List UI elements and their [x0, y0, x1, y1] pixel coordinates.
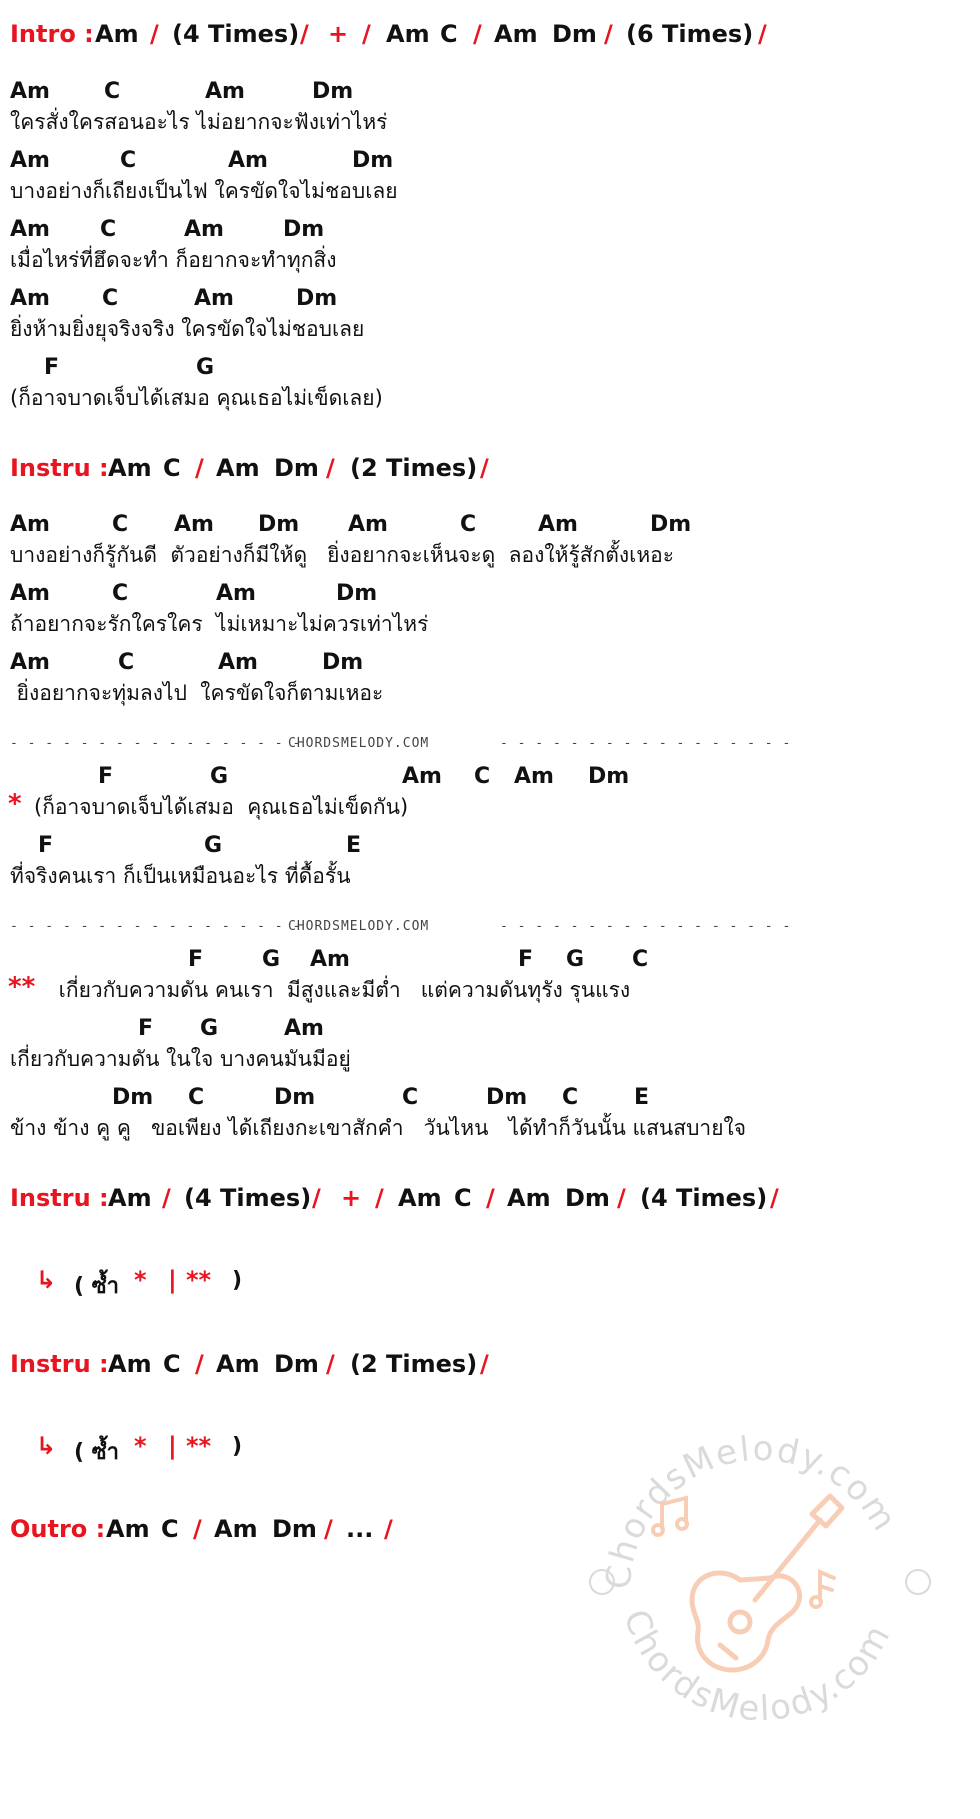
chord: C	[100, 217, 117, 242]
instru-chord: Am	[216, 454, 260, 482]
chord-line	[0, 286, 980, 316]
instru-chord: Am	[108, 454, 152, 482]
chord: F	[188, 947, 204, 972]
slash: /	[384, 1515, 393, 1543]
intro-times: (6 Times)	[626, 20, 754, 48]
repeat-marker: **	[186, 1432, 212, 1460]
chord: C	[402, 1085, 419, 1110]
chord-line	[0, 512, 980, 542]
chord: Am	[10, 581, 50, 606]
chorus-marker: **	[8, 972, 36, 1002]
slash: /	[312, 1184, 321, 1212]
intro-chord: Dm	[552, 20, 597, 48]
chord: Dm	[312, 79, 354, 104]
chord: C	[104, 79, 121, 104]
chord: G	[210, 764, 229, 789]
instru-chord: Dm	[565, 1184, 610, 1212]
chord: G	[204, 833, 223, 858]
separator-dashes: - - - - - - - - - - - - - - - - -	[10, 919, 302, 934]
chord: Am	[402, 764, 442, 789]
chord: C	[460, 512, 477, 537]
repeat-line	[0, 1266, 980, 1302]
chord: Dm	[274, 1085, 316, 1110]
plus-marker: +	[328, 20, 349, 48]
slash: /	[758, 20, 767, 48]
chord: Am	[348, 512, 388, 537]
chord-line	[0, 217, 980, 247]
lyric-line: บางอย่างก็รู้กันดี ตัวอย่างก็มีให้ดู ยิ่งอยากจะเห็นจะดู ลองให้รู้สักตั้งเหอะ	[10, 543, 675, 567]
intro-label: Intro :	[10, 20, 94, 48]
repeat-close: )	[232, 1268, 243, 1293]
slash: /	[617, 1184, 626, 1212]
intro-chord: Am	[95, 20, 139, 48]
repeat-marker: *	[134, 1432, 147, 1460]
music-note-icon	[811, 1572, 834, 1607]
slash: /	[193, 1515, 202, 1543]
chord: Am	[10, 79, 50, 104]
slash: /	[362, 20, 371, 48]
slash: /	[473, 20, 482, 48]
plus-marker: +	[341, 1184, 362, 1212]
slash: /	[326, 454, 335, 482]
chord: C	[118, 650, 135, 675]
chord: G	[262, 947, 281, 972]
chord: Dm	[112, 1085, 154, 1110]
instru-chord: Am	[108, 1350, 152, 1378]
outro-label: Outro :	[10, 1515, 106, 1543]
chord: Am	[10, 650, 50, 675]
chord: G	[200, 1016, 219, 1041]
lyric-line: ยิ่งห้ามยิ่งยุจริงจริง ใครขัดใจไม่ชอบเลย	[10, 317, 365, 341]
separator-dashes: - - - - - - - - - - - - - - - - -	[10, 736, 302, 751]
chord: F	[38, 833, 54, 858]
chord-line	[0, 1085, 980, 1115]
chord-line	[0, 1016, 980, 1046]
chord: Dm	[352, 148, 394, 173]
chord-line	[0, 650, 980, 680]
chord-line	[0, 764, 980, 794]
intro-times: (4 Times)	[172, 20, 300, 48]
instru-chord: Am	[507, 1184, 551, 1212]
slash: /	[486, 1184, 495, 1212]
chord: Am	[174, 512, 214, 537]
instru-times: (4 Times)	[184, 1184, 312, 1212]
intro-chord: Am	[494, 20, 538, 48]
lyric-line: เมื่อไหร่ที่ฮึดจะทำ ก็อยากจะทำทุกสิ่ง	[10, 248, 337, 272]
return-arrow-icon: ↳	[36, 1266, 57, 1294]
chord: C	[102, 286, 119, 311]
lyric-line: ที่จริงคนเรา ก็เป็นเหมือนอะไร ที่ดื้อรั้น	[10, 864, 351, 888]
chord: Dm	[486, 1085, 528, 1110]
lyric-line	[0, 974, 980, 1006]
chord: Am	[10, 512, 50, 537]
chord: Am	[205, 79, 245, 104]
chord: Dm	[258, 512, 300, 537]
separator-dashes: - - - - - - - - - - - - - - - - -	[500, 736, 792, 751]
chord: F	[44, 355, 60, 380]
watermark-text-top: ChordsMelody.com	[598, 1428, 906, 1591]
chordsmelody-watermark-logo	[580, 1400, 940, 1760]
slash: /	[480, 454, 489, 482]
chord: F	[98, 764, 114, 789]
instru-chord: C	[163, 454, 181, 482]
instru-line	[0, 454, 980, 488]
lyric-line: ข้าง ข้าง คู คู ขอเพียง ได้เถียงกะเขาสักคำ วันไหน ได้ทำก็วันนั้น แสนสบายใจ	[10, 1116, 747, 1140]
intro-chord: Am	[386, 20, 430, 48]
instru-chord: C	[454, 1184, 472, 1212]
chord: C	[112, 581, 129, 606]
chord: E	[634, 1085, 650, 1110]
outro-chord: Am	[106, 1515, 150, 1543]
instru-label: Instru :	[10, 1350, 109, 1378]
slash: /	[162, 1184, 171, 1212]
instru-chord: Am	[398, 1184, 442, 1212]
chord: Am	[538, 512, 578, 537]
chord: C	[112, 512, 129, 537]
instru-chord: Am	[216, 1350, 260, 1378]
chord: C	[632, 947, 649, 972]
intro-chord: C	[440, 20, 458, 48]
separator-text: CHORDSMELODY.COM	[288, 736, 430, 751]
slash: /	[150, 20, 159, 48]
chord: Am	[194, 286, 234, 311]
slash: /	[195, 454, 204, 482]
lyric-line: บางอย่างก็เถียงเป็นไฟ ใครขัดใจไม่ชอบเลย	[10, 179, 398, 203]
lyric-text: เกี่ยวกับความดัน คนเรา มีสูงและมีต่ำ แต่ความดันทุรัง รุนแรง	[52, 978, 631, 1002]
chord: Dm	[296, 286, 338, 311]
slash: /	[770, 1184, 779, 1212]
instru-line	[0, 1350, 980, 1384]
chord-line	[0, 355, 980, 385]
chord: Dm	[322, 650, 364, 675]
chord: Am	[514, 764, 554, 789]
chord-line	[0, 947, 980, 977]
chord-line	[0, 148, 980, 178]
lyric-line: ยิ่งอยากจะทุ่มลงไป ใครขัดใจก็ตามเหอะ	[10, 681, 384, 705]
instru-times: (2 Times)	[350, 454, 478, 482]
chord: Am	[228, 148, 268, 173]
repeat-marker: *	[134, 1266, 147, 1294]
chord: F	[518, 947, 534, 972]
lyric-line	[0, 791, 980, 823]
chord: Am	[10, 217, 50, 242]
instru-times: (4 Times)	[640, 1184, 768, 1212]
slash: /	[195, 1350, 204, 1378]
outro-chord: Am	[214, 1515, 258, 1543]
instru-chord: Am	[108, 1184, 152, 1212]
site-separator	[0, 919, 980, 937]
chord: Am	[216, 581, 256, 606]
chord: Am	[284, 1016, 324, 1041]
chord: Am	[218, 650, 258, 675]
site-separator	[0, 736, 980, 754]
outro-chord: Dm	[272, 1515, 317, 1543]
outro-ellipsis: ...	[346, 1515, 374, 1543]
slash: /	[375, 1184, 384, 1212]
separator-dashes: - - - - - - - - - - - - - - - - -	[500, 919, 792, 934]
chord: Am	[184, 217, 224, 242]
chord: Dm	[650, 512, 692, 537]
lyric-line: (ก็อาจบาดเจ็บได้เสมอ คุณเธอไม่เข็ดเลย)	[10, 386, 383, 410]
outro-chord: C	[161, 1515, 179, 1543]
repeat-close: )	[232, 1434, 243, 1459]
chord-line	[0, 833, 980, 863]
slash: /	[480, 1350, 489, 1378]
lyric-line: ถ้าอยากจะรักใครใคร ไม่เหมาะไม่ควรเท่าไหร่	[10, 612, 429, 636]
instru-chord: Dm	[274, 1350, 319, 1378]
instru-chord: Dm	[274, 454, 319, 482]
instru-times: (2 Times)	[350, 1350, 478, 1378]
repeat-divider: |	[168, 1432, 177, 1460]
chord: Am	[10, 286, 50, 311]
chord: Am	[10, 148, 50, 173]
lyric-line: ใครสั่งใครสอนอะไร ไม่อยากจะฟังเท่าไหร่	[10, 110, 388, 134]
chord: C	[474, 764, 491, 789]
repeat-open: ( ซ้ำ	[74, 1440, 119, 1465]
separator-text: CHORDSMELODY.COM	[288, 919, 430, 934]
slash: /	[604, 20, 613, 48]
chord: C	[562, 1085, 579, 1110]
lyric-line: เกี่ยวกับความดัน ในใจ บางคนมันมีอยู่	[10, 1047, 351, 1071]
slash: /	[300, 20, 309, 48]
instru-label: Instru :	[10, 1184, 109, 1212]
chord: G	[566, 947, 585, 972]
chord-line	[0, 581, 980, 611]
instru-label: Instru :	[10, 454, 109, 482]
repeat-marker: **	[186, 1266, 212, 1294]
instru-line	[0, 1184, 980, 1218]
repeat-divider: |	[168, 1266, 177, 1294]
repeat-open: ( ซ้ำ	[74, 1274, 119, 1299]
instru-chord: C	[163, 1350, 181, 1378]
chord: Dm	[283, 217, 325, 242]
chord: E	[346, 833, 362, 858]
chord-line	[0, 79, 980, 109]
chord: C	[120, 148, 137, 173]
prechorus-marker: *	[8, 789, 22, 819]
chord: Dm	[336, 581, 378, 606]
intro-line	[0, 20, 980, 54]
return-arrow-icon: ↳	[36, 1432, 57, 1460]
watermark-text-bottom: ChordsMelody.com	[615, 1604, 900, 1730]
chord: Dm	[588, 764, 630, 789]
chord: Am	[310, 947, 350, 972]
slash: /	[324, 1515, 333, 1543]
chord: G	[196, 355, 215, 380]
chord: F	[138, 1016, 154, 1041]
slash: /	[326, 1350, 335, 1378]
lyric-text: (ก็อาจบาดเจ็บได้เสมอ คุณเธอไม่เข็ดกัน)	[34, 795, 409, 819]
chord: C	[188, 1085, 205, 1110]
